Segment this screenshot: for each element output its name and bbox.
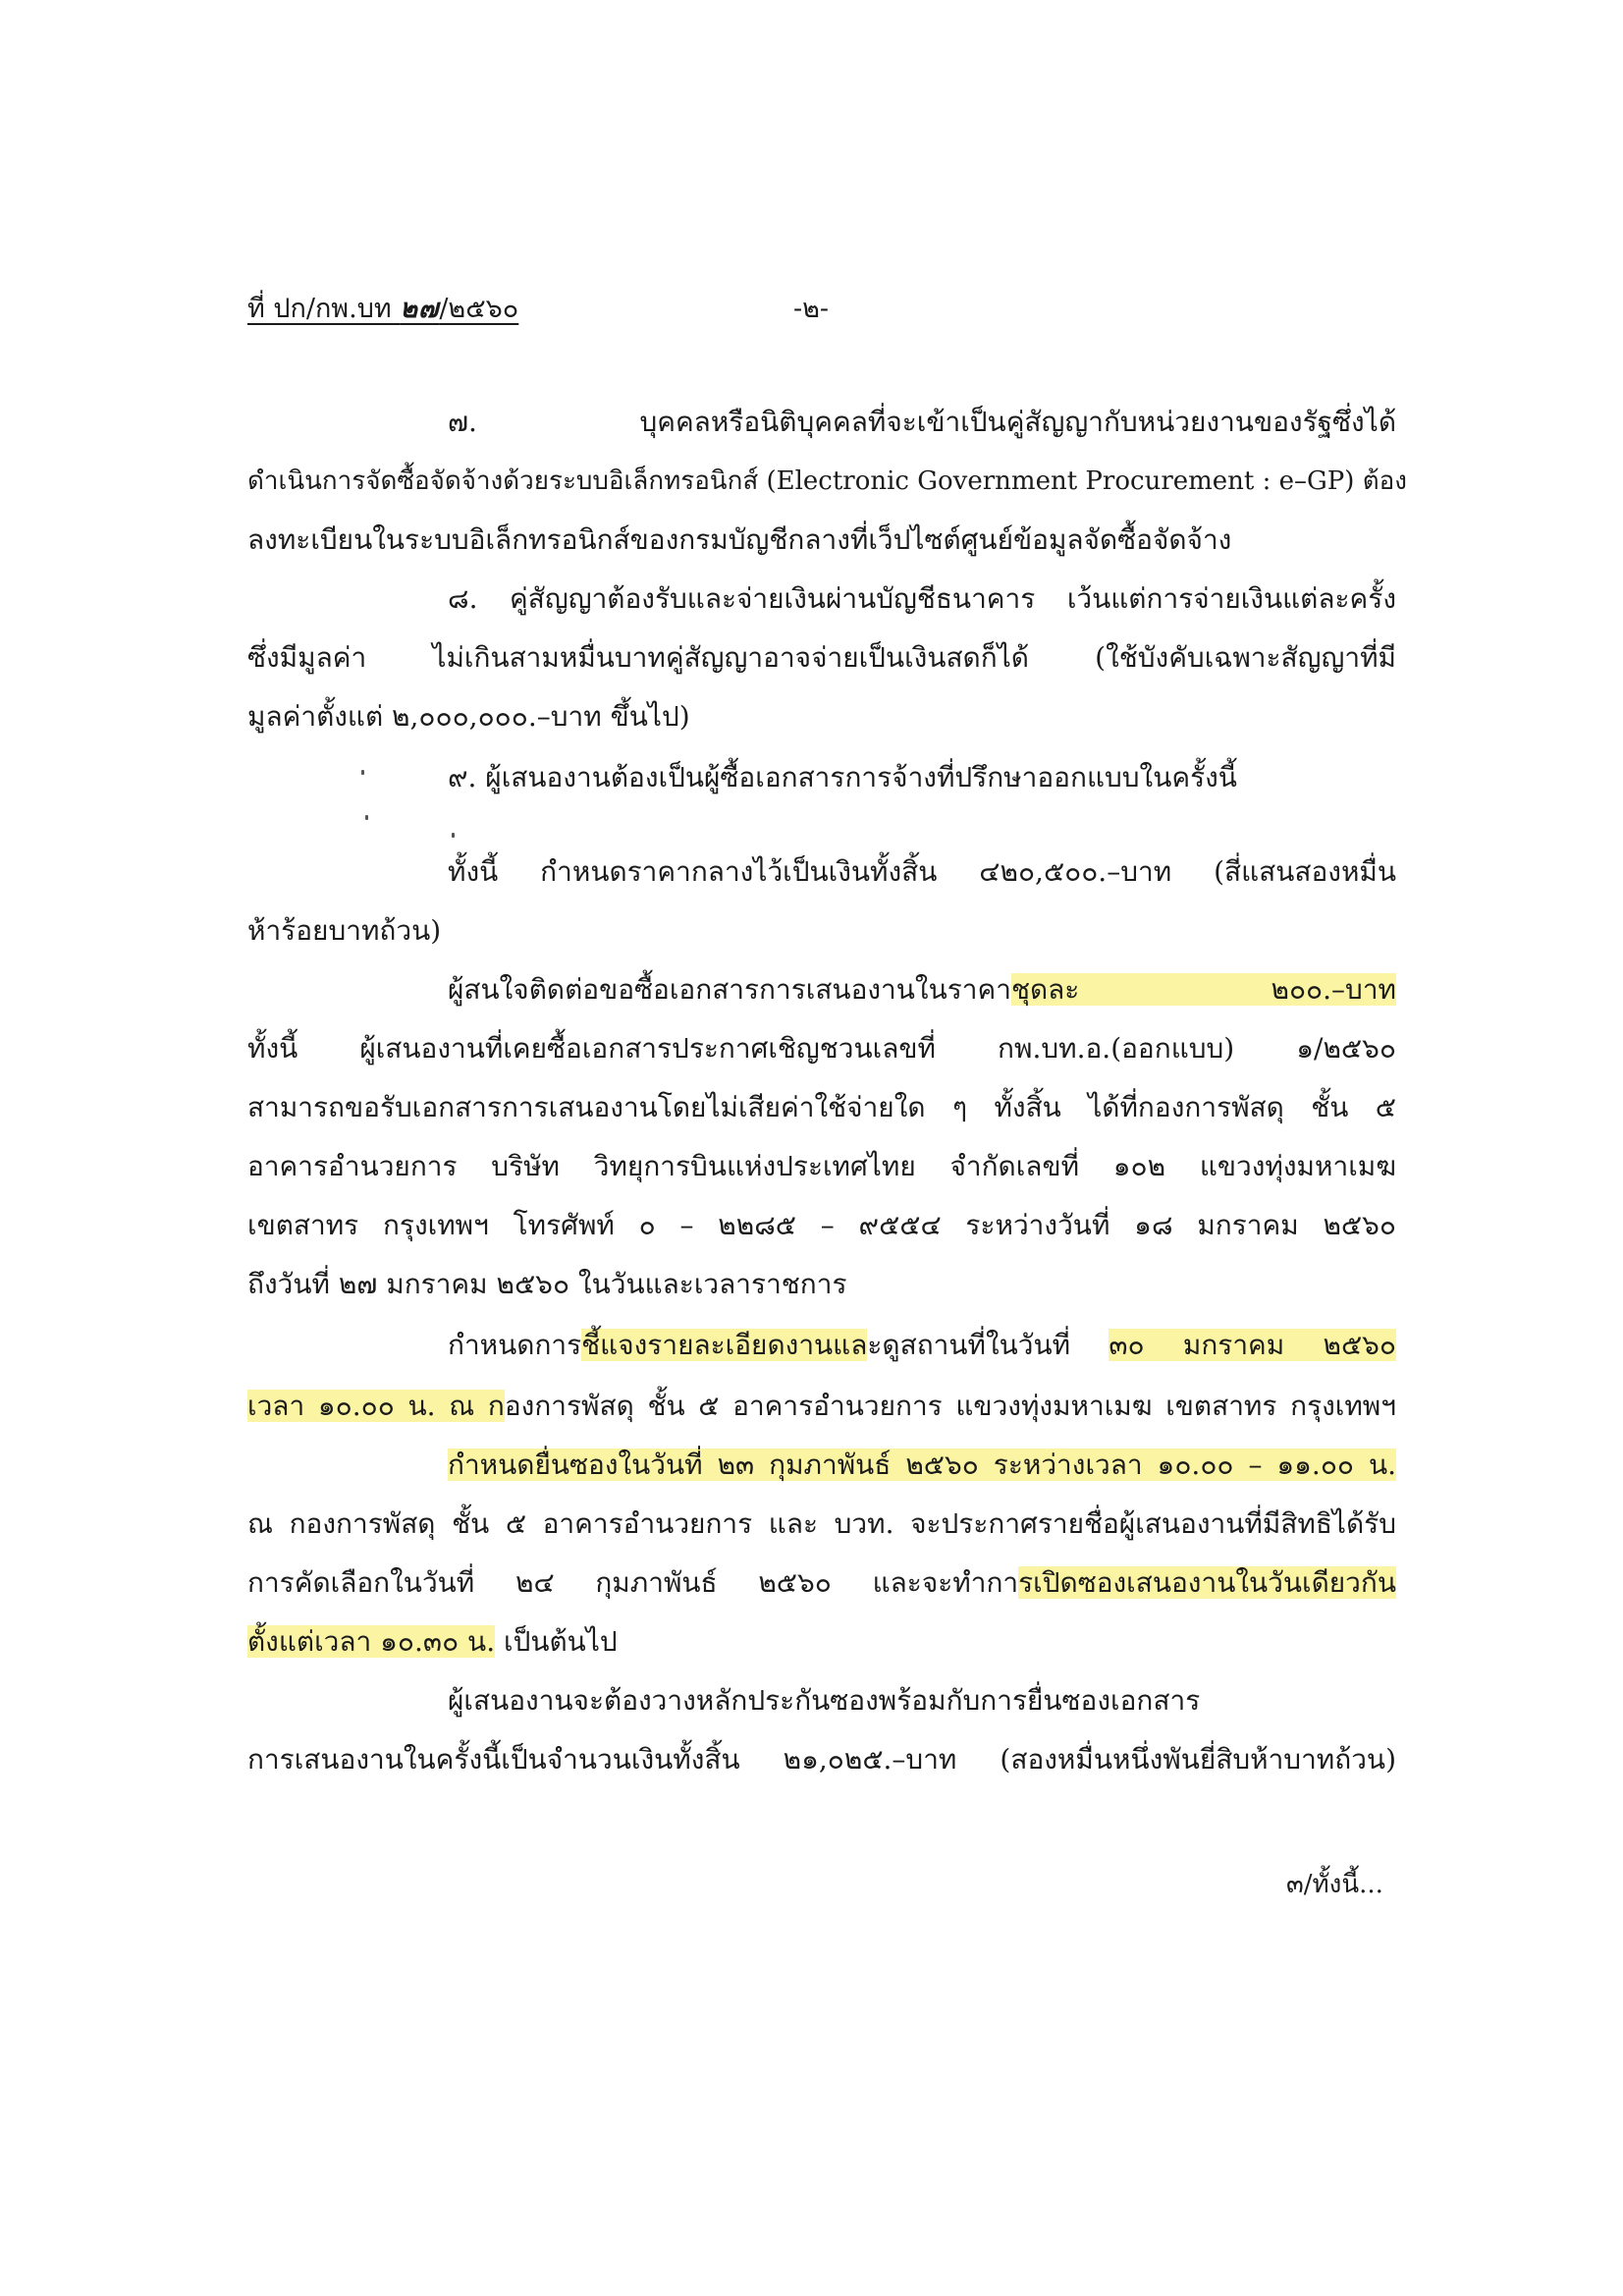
submission-line-2: ณ กองการพัสดุ ชั้น ๕ อาคารอำนวยการ และ บวท. จะประกาศรายชื่อผู้เสนองานที่มีสิทธิได้รับ <box>247 1507 1396 1540</box>
highlight-briefing-date: ๓๐ มกราคม ๒๕๖๐ <box>1109 1329 1396 1361</box>
highlight-briefing-time: เวลา ๑๐.๐๐ น. ณ ก <box>247 1390 505 1422</box>
purchase-line-1 <box>448 970 1396 1010</box>
opening-text: เป็นต้นไป <box>495 1625 618 1658</box>
purchase-line-4: อาคารอำนวยการ บริษัท วิทยุการบินแห่งประเทศไทย จำกัดเลขที่ ๑๐๒ แขวงทุ่งมหาเมฆ <box>247 1150 1396 1182</box>
item-8-line-3: มูลค่าตั้งแต่ ๒,๐๐๐,๐๐๐.–บาท ขึ้นไป) <box>247 700 690 733</box>
reference-suffix: /๒๕๖๐ <box>439 294 519 324</box>
scan-speck <box>361 770 364 775</box>
selection-text: การคัดเลือกในวันที่ ๒๔ กุมภาพันธ์ ๒๕๖๐ และจะทำกา <box>247 1566 1019 1599</box>
item-7-line-1: ๗. บุคคลหรือนิติบุคคลที่จะเข้าเป็นคู่สัญญากับหน่วยงานของรัฐซึ่งได้ <box>448 406 1396 438</box>
briefing-text-2: ะดูสถานที่ในวันที่ <box>867 1329 1109 1361</box>
purchase-line-3: สามารถขอรับเอกสารการเสนองานโดยไม่เสียค่าใช้จ่ายใด ๆ ทั้งสิ้น ได้ที่กองการพัสดุ ชั้น ๕ <box>247 1091 1396 1123</box>
highlight-briefing: ชี้แจงรายละเอียดงานแล <box>581 1329 868 1361</box>
item-8-line-2: ซึ่งมีมูลค่า ไม่เกินสามหมื่นบาทคู่สัญญาอาจจ่ายเป็นเงินสดก็ได้ (ใช้บังคับเฉพาะสัญญาที่มี <box>247 641 1396 674</box>
purchase-line-5: เขตสาทร กรุงเทพฯ โทรศัพท์ ๐ – ๒๒๘๕ – ๙๕๕๔ ระหว่างวันที่ ๑๘ มกราคม ๒๕๖๐ <box>247 1209 1396 1241</box>
scan-speck <box>452 833 455 838</box>
median-price-line-1: ทั้งนี้ กำหนดราคากลางไว้เป็นเงินทั้งสิ้น ๔๒๐,๕๐๐.–บาท (สี่แสนสองหมื่น <box>448 855 1396 888</box>
bid-security-line-2: การเสนองานในครั้งนี้เป็นจำนวนเงินทั้งสิ้น ๒๑,๐๒๕.–บาท (สองหมื่นหนึ่งพันยี่สิบห้าบาทถ้วน) <box>247 1743 1396 1776</box>
reference-handwritten-number: ๒๗ <box>400 294 440 324</box>
scan-speck <box>365 815 368 820</box>
page-number: -๒- <box>793 294 830 324</box>
item-9-line-1: ๙. ผู้เสนองานต้องเป็นผู้ซื้อเอกสารการจ้างที่ปรึกษาออกแบบในครั้งนี้ <box>448 761 1237 793</box>
item-7-line-3: ลงทะเบียนในระบบอิเล็กทรอนิกส์ของกรมบัญชีกลางที่เว็ปไซต์ศูนย์ข้อมูลจัดซื้อจัดจ้าง <box>247 523 1232 556</box>
briefing-text-1: กำหนดการ <box>448 1329 582 1361</box>
median-price-line-2: ห้าร้อยบาทถ้วน) <box>247 914 442 947</box>
purchase-text: ผู้สนใจติดต่อขอซื้อเอกสารการเสนองานในราคา <box>448 973 1011 1006</box>
item-8-line-1: ๘. คู่สัญญาต้องรับและจ่ายเงินผ่านบัญชีธนาคาร เว้นแต่การจ่ายเงินแต่ละครั้ง <box>448 582 1396 615</box>
bid-security-line-1: ผู้เสนองานจะต้องวางหลักประกันซองพร้อมกับการยื่นซองเอกสาร <box>448 1684 1201 1717</box>
highlight-opening-same-day: รเปิดซองเสนองานในวันเดียวกัน <box>1018 1566 1396 1599</box>
submission-line-1 <box>448 1446 1396 1485</box>
highlight-submission-date: กำหนดยื่นซองในวันที่ ๒๓ กุมภาพันธ์ ๒๕๖๐ ระหว่างเวลา ๑๐.๐๐ – ๑๑.๐๐ น. <box>448 1449 1396 1481</box>
reference-prefix: ที่ ปก/กพ.บท <box>247 294 401 324</box>
highlight-opening-time: ตั้งแต่เวลา ๑๐.๓๐ น. <box>247 1625 496 1658</box>
purchase-line-6: ถึงวันที่ ๒๗ มกราคม ๒๕๖๐ ในวันและเวลาราชการ <box>247 1268 847 1300</box>
purchase-line-2: ทั้งนี้ ผู้เสนองานที่เคยซื้อเอกสารประกาศเชิญชวนเลขที่ กพ.บท.อ.(ออกแบบ) ๑/๒๕๖๐ <box>247 1032 1396 1065</box>
continuation-note: ๓/ทั้งนี้... <box>1286 1870 1383 1899</box>
briefing-location: องการพัสดุ ชั้น ๕ อาคารอำนวยการ แขวงทุ่งมหาเมฆ เขตสาทร กรุงเทพฯ <box>504 1390 1396 1422</box>
document-reference-number <box>247 287 518 329</box>
briefing-line-2 <box>247 1387 1396 1426</box>
submission-line-3 <box>247 1563 1396 1603</box>
highlight-price-per-set: ชุดละ ๒๐๐.–บาท <box>1010 973 1396 1006</box>
submission-line-4 <box>247 1622 618 1662</box>
item-7-line-2: ดำเนินการจัดซื้อจัดจ้างด้วยระบบอิเล็กทรอนิกส์ (Electronic Government Procurement : e–GP) ต้อง <box>247 466 1407 496</box>
briefing-line-1 <box>448 1326 1396 1365</box>
